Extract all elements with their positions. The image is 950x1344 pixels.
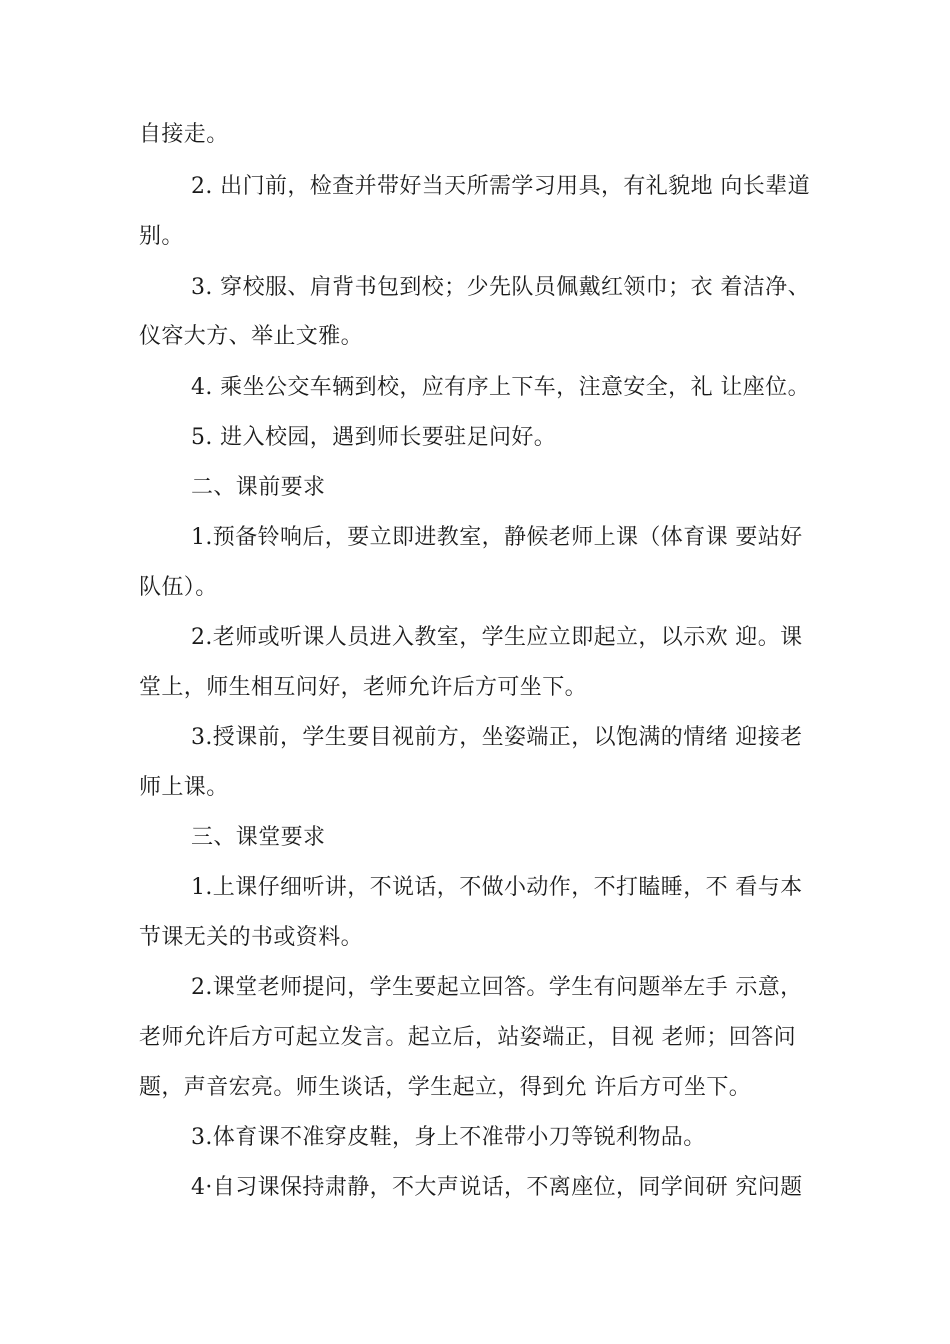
text-line-2: 2. 出门前，检查并带好当天所需学习用具，有礼貌地 向长辈道 — [191, 174, 810, 199]
text-line-22: 4·自习课保持肃静，不大声说话，不离座位，同学间研 究问题 — [191, 1175, 803, 1200]
text-line-6: 4. 乘坐公交车辆到校，应有序上下车，注意安全，礼 让座位。 — [191, 375, 810, 400]
section-heading-2: 二、课前要求 — [191, 475, 326, 500]
text-line-16: 1.上课仔细听讲，不说话，不做小动作，不打瞌睡，不 看与本 — [191, 875, 803, 900]
text-line-13: 3.授课前，学生要目视前方，坐姿端正，以饱满的情绪 迎接老 — [191, 725, 803, 750]
text-line-10: 队伍）。 — [139, 575, 218, 600]
text-line-19: 老师允许后方可起立发言。起立后，站姿端正，目视 老师；回答问 — [139, 1025, 796, 1050]
text-line-5: 仪容大方、举止文雅。 — [139, 324, 364, 349]
text-line-20: 题，声音宏亮。师生谈话，学生起立，得到允 许后方可坐下。 — [139, 1075, 752, 1100]
text-line-4: 3. 穿校服、肩背书包到校；少先队员佩戴红领巾；衣 着洁净、 — [191, 275, 810, 300]
section-heading-3: 三、课堂要求 — [191, 825, 326, 850]
text-line-3: 别。 — [139, 224, 184, 249]
text-line-18: 2.课堂老师提问，学生要起立回答。学生有问题举左手 示意， — [191, 975, 803, 1000]
text-line-12: 堂上，师生相互问好，老师允许后方可坐下。 — [139, 675, 588, 700]
text-line-21: 3.体育课不准穿皮鞋，身上不准带小刀等锐利物品。 — [191, 1125, 706, 1150]
text-line-14: 师上课。 — [139, 775, 229, 800]
text-line-9: 1.预备铃响后，要立即进教室，静候老师上课（体育课 要站好 — [191, 525, 803, 550]
text-line-7: 5. 进入校园，遇到师长要驻足问好。 — [191, 425, 557, 450]
text-line-11: 2.老师或听课人员进入教室，学生应立即起立，以示欢 迎。课 — [191, 625, 803, 650]
text-line-1: 自接走。 — [139, 122, 229, 147]
text-line-17: 节课无关的书或资料。 — [139, 925, 364, 950]
